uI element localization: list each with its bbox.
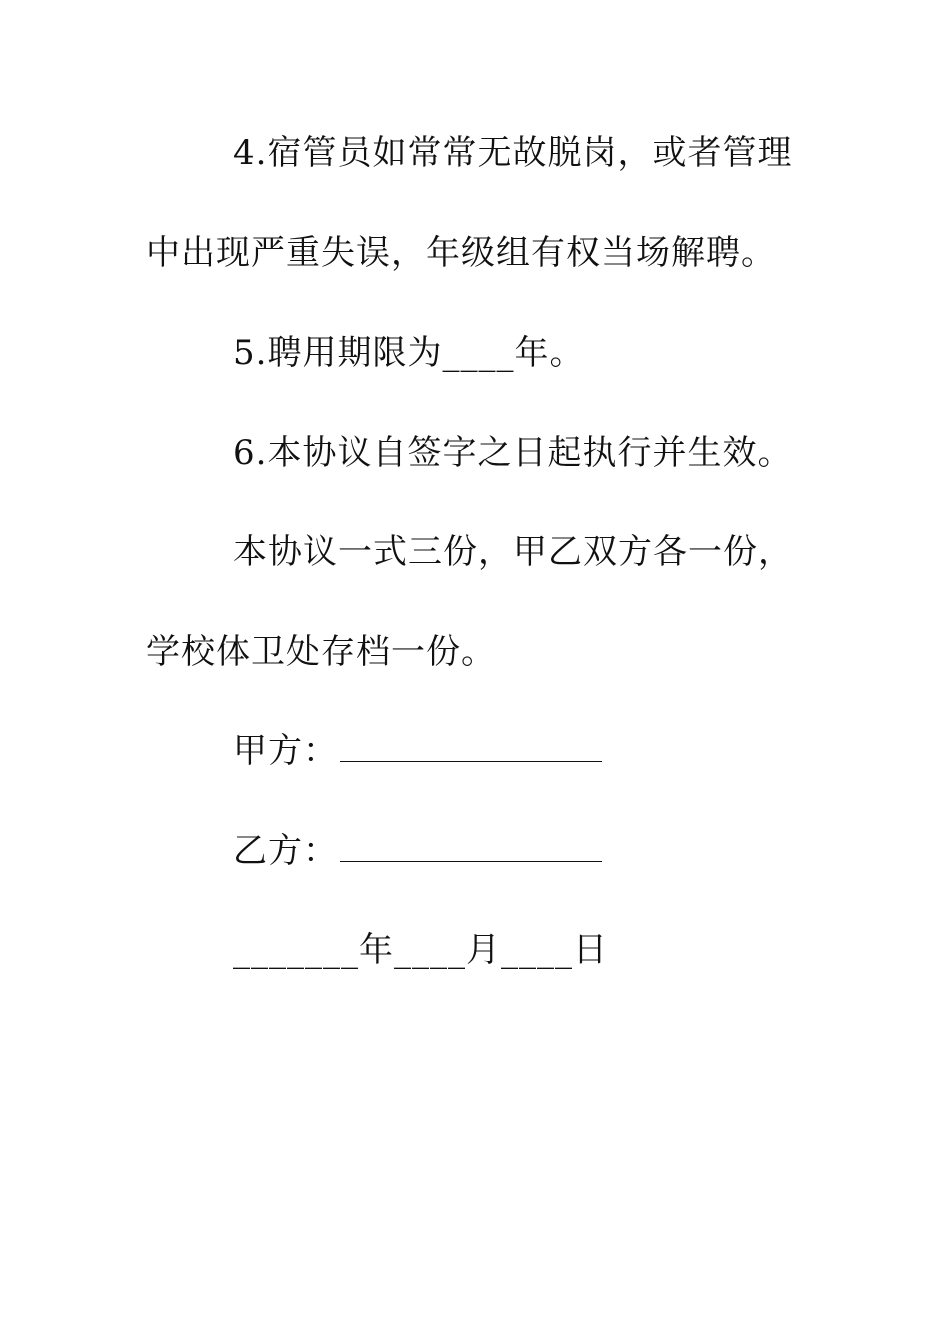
party-b-signature — [233, 831, 602, 871]
party-a-label: 甲方： — [233, 731, 338, 771]
clause-4-line-1: 4.宿管员如常常无故脱岗，或者管理 — [233, 133, 793, 173]
party-a-signature-blank — [340, 731, 602, 762]
clause-4-line-2: 中出现严重失误，年级组有权当场解聘。 — [146, 233, 776, 273]
clause-6: 6.本协议自签字之日起执行并生效。 — [233, 433, 793, 473]
copies-line-2: 学校体卫处存档一份。 — [146, 632, 496, 672]
clause-5: 5.聘用期限为____年。 — [233, 333, 585, 373]
date-line: _______年____月____日 — [233, 930, 608, 970]
party-b-signature-blank — [340, 831, 602, 862]
copies-line-1: 本协议一式三份，甲乙双方各一份， — [233, 532, 793, 572]
party-b-label: 乙方： — [233, 831, 338, 871]
party-a-signature — [233, 731, 602, 771]
